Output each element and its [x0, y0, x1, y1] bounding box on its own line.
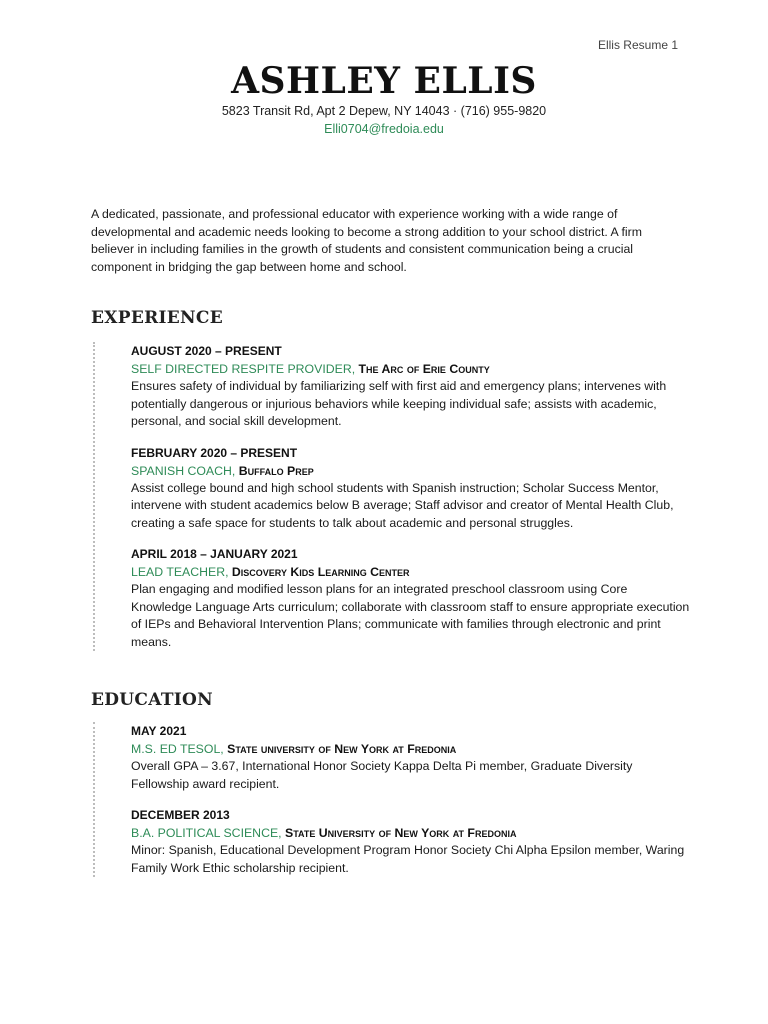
entry-description: Minor: Spanish, Educational Development Program Honor Society Chi Alpha Epsilon member, Waring Family Work Ethic scholarship recipient. [131, 843, 685, 875]
education-entry [131, 722, 691, 793]
entry-degree: B.A. POLITICAL SCIENCE, [131, 826, 282, 840]
entry-date: DECEMBER 2013 [131, 808, 230, 822]
entry-role-line [131, 462, 691, 480]
education-entry [131, 806, 691, 877]
contact-address: 5823 Transit Rd, Apt 2 Depew, NY 14043 · (716) 955-9820 [221, 104, 547, 118]
entry-organization: State University of New York at Fredonia [285, 826, 517, 840]
experience-entry [131, 342, 691, 431]
entry-role-line [131, 360, 691, 378]
education-section [93, 722, 691, 877]
entry-role-line [131, 563, 691, 581]
page-header-label: Ellis Resume 1 [597, 38, 678, 52]
entry-description: Plan engaging and modified lesson plans for an integrated preschool classroom using Core Knowledge Language Arts curriculum; collaborate with classroom staff to ensure appropriate execution of IEPs and Behavioral Intervention Plans; communicate with families through electronic and print means. [131, 582, 690, 649]
education-heading: EDUCATION [91, 690, 213, 710]
entry-description: Ensures safety of individual by familiarizing self with first aid and emergency plans; intervenes with potentially dangerous or injurious behaviors while keeping individual safe; assists with academic, personal, and social skill development. [131, 379, 667, 428]
entry-description: Assist college bound and high school students with Spanish instruction; Scholar Success Mentor, intervene with student academics below B average; Staff advisor and creator of Mental Health Club, creating a safe space for students to talk about academic and personal struggles. [131, 480, 674, 530]
entry-date: FEBRUARY 2020 – PRESENT [131, 445, 298, 460]
entry-date: MAY 2021 [131, 724, 187, 738]
entry-description: Overall GPA – 3.67, International Honor Society Kappa Delta Pi member, Graduate Diversity Fellowship award recipient. [131, 759, 633, 791]
experience-entry [131, 545, 691, 651]
entry-date: AUGUST 2020 – PRESENT [131, 344, 282, 358]
contact-email[interactable]: Elli0704@fredoia.edu [324, 122, 444, 136]
entry-role: SELF DIRECTED RESPITE PROVIDER, [131, 362, 356, 376]
entry-organization: The Arc of Erie County [358, 362, 490, 376]
experience-heading: EXPERIENCE [91, 308, 223, 328]
entry-role-line [131, 740, 691, 758]
experience-entry [131, 444, 691, 533]
candidate-name: ASHLEY ELLIS [231, 60, 537, 102]
entry-role-line [131, 824, 691, 842]
entry-organization: Buffalo Prep [238, 463, 314, 478]
entry-role: LEAD TEACHER, [131, 565, 229, 579]
summary-paragraph: A dedicated, passionate, and professional educator with experience working with a wide range of developmental and academic needs looking to become a strong addition to your school district. A firm believer in including families in the growth of students and consistent communication being a crucial component in bridging the gap between home and school. [91, 207, 642, 274]
entry-date: APRIL 2018 – JANUARY 2021 [131, 547, 298, 561]
entry-role: SPANISH COACH, [131, 463, 236, 478]
entry-organization: Discovery Kids Learning Center [231, 565, 410, 579]
entry-degree: M.S. ED TESOL, [131, 742, 224, 756]
experience-section [93, 342, 691, 651]
entry-organization: State university of New York at Fredonia [227, 742, 457, 756]
